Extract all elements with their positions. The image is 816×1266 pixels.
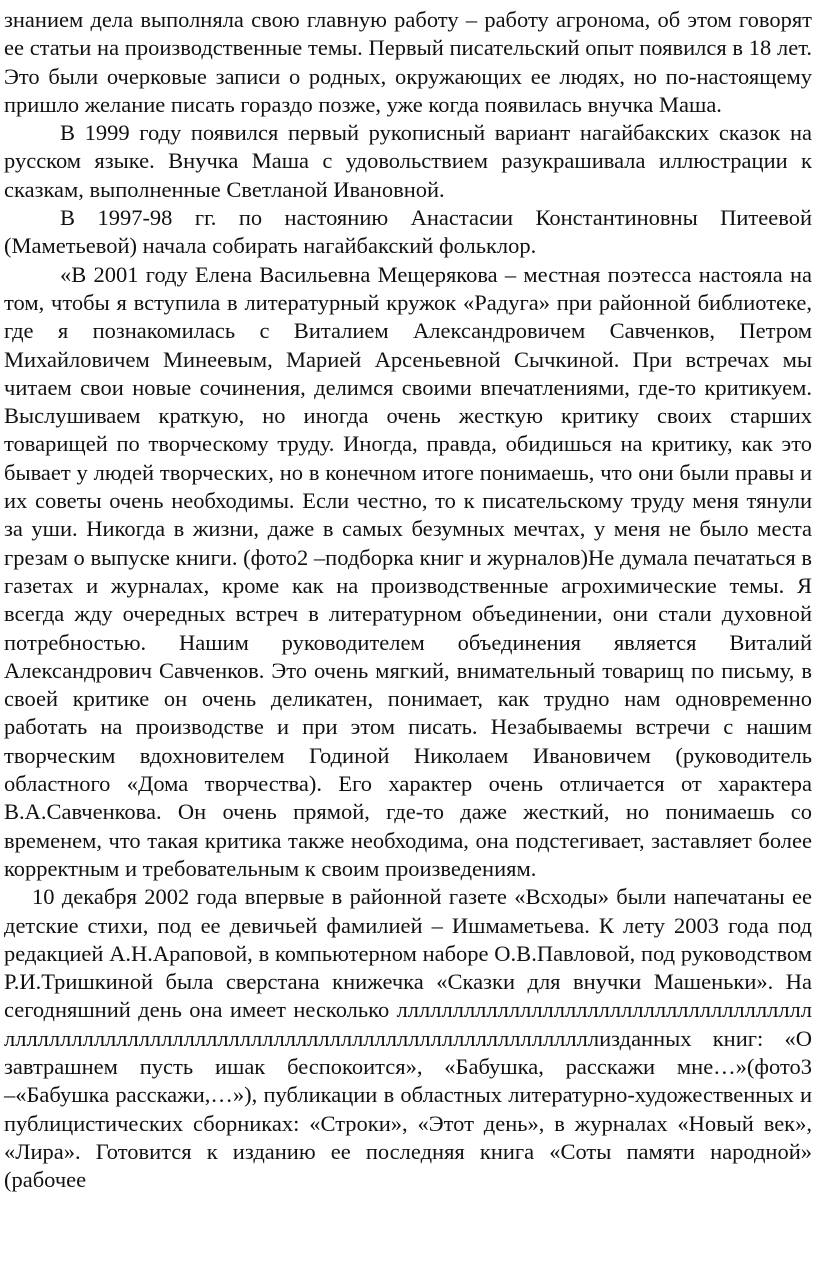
paragraph-literary-circle-quote: «В 2001 году Елена Васильевна Мещерякова – местная поэтесса настояла на том, чтобы я вступила в литературный кружок «Радуга» при районной библиотеке, где я познакомилась с Виталием Александровичем Савченков, Петром Михайловичем Минеевым, Марией Арсеньевной Сычкиной. При встречах мы читаем свои новые сочинения, делимся своими впечатлениями, где-то критикуем. Выслушиваем краткую, но иногда очень жесткую критику своих старших товарищей по творческому труду. Иногда, правда, обидишься на критику, как это бывает у людей творческих, но в конечном итоге понимаешь, что они были правы и их советы очень необходимы. Если честно, то к писательскому труду меня тянули за уши. Никогда в жизни, даже в самых безумных мечтах, у меня не было места грезам о выпуске книги. (фото2 –подборка книг и журналов)Не думала печататься в газетах и журналах, кроме как на производственные агрохимические темы. Я всегда жду очередных встреч в литературном объединении, они стали духовной потребностью. Нашим руководителем объединения является Виталий Александрович Савченков. Это очень мягкий, внимательный товарищ по письму, в своей критике он очень деликатен, понимает, как трудно нам одновременно работать на производстве и при этом писать. Незабываемы встречи с нашим творческим вдохновителем Годиной Николаем Ивановичем (руководитель областного «Дома творчества). Его характер очень отличается от характера В.А.Савченкова. Он очень прямой, где-то даже жесткий, но понимаешь со временем, что такая критика также необходима, она подстегивает, заставляет более корректным и требовательным к своим произведениям. xyxy=(4,261,812,881)
paragraph-agronomist-work: знанием дела выполняла свою главную работу – работу агронома, об этом говорят ее статьи на производственные темы. Первый писательский опыт появился в 18 лет. Это были очерковые записи о родных, окружающих ее людях, но по-настоящему пришло желание писать гораздо позже, уже когда появилась внучка Маша. xyxy=(4,7,812,117)
publications-filler: лллллллллллллллллллллллллллллллллллллллллллллллллллллллллллллллллллллллллллллллллллллллллл xyxy=(4,997,813,1051)
paragraph-folklore-collection: В 1997-98 гг. по настоянию Анастасии Константиновны Питеевой (Маметьевой) начала собирать нагайбакский фольклор. xyxy=(4,205,812,259)
paragraph-first-manuscript: В 1999 году появился первый рукописный вариант нагайбакских сказок на русском языке. Внучка Маша с удовольствием разукрашивала иллюстрации к сказкам, выполненные Светланой Ивановной. xyxy=(4,120,812,202)
paragraph-publications xyxy=(4,883,812,1194)
publications-start: 10 декабря 2002 года впервые в районной газете «Всходы» были напечатаны ее детские стихи, под ее девичьей фамилией – Ишмаметьева. К лету 2003 года под редакцией А.Н.Араповой, в компьютерном наборе О.В.Павловой, под руководством Р.И.Тришкиной была сверстана книжечка «Сказки для внучки Машеньки». На сегодняшний день она имеет несколько xyxy=(4,884,812,1023)
publications-end: изданных книг: «О завтрашнем пусть ишак беспокоится», «Бабушка, расскажи мне…»(фото3 –«Бабушка расскажи,…»), публикации в областных литературно-художественных и публицистических сборниках: «Строки», «Этот день», в журналах «Новый век», «Лира». Готовится к изданию ее последняя книга «Соты памяти народной» (рабочее xyxy=(4,1025,812,1193)
